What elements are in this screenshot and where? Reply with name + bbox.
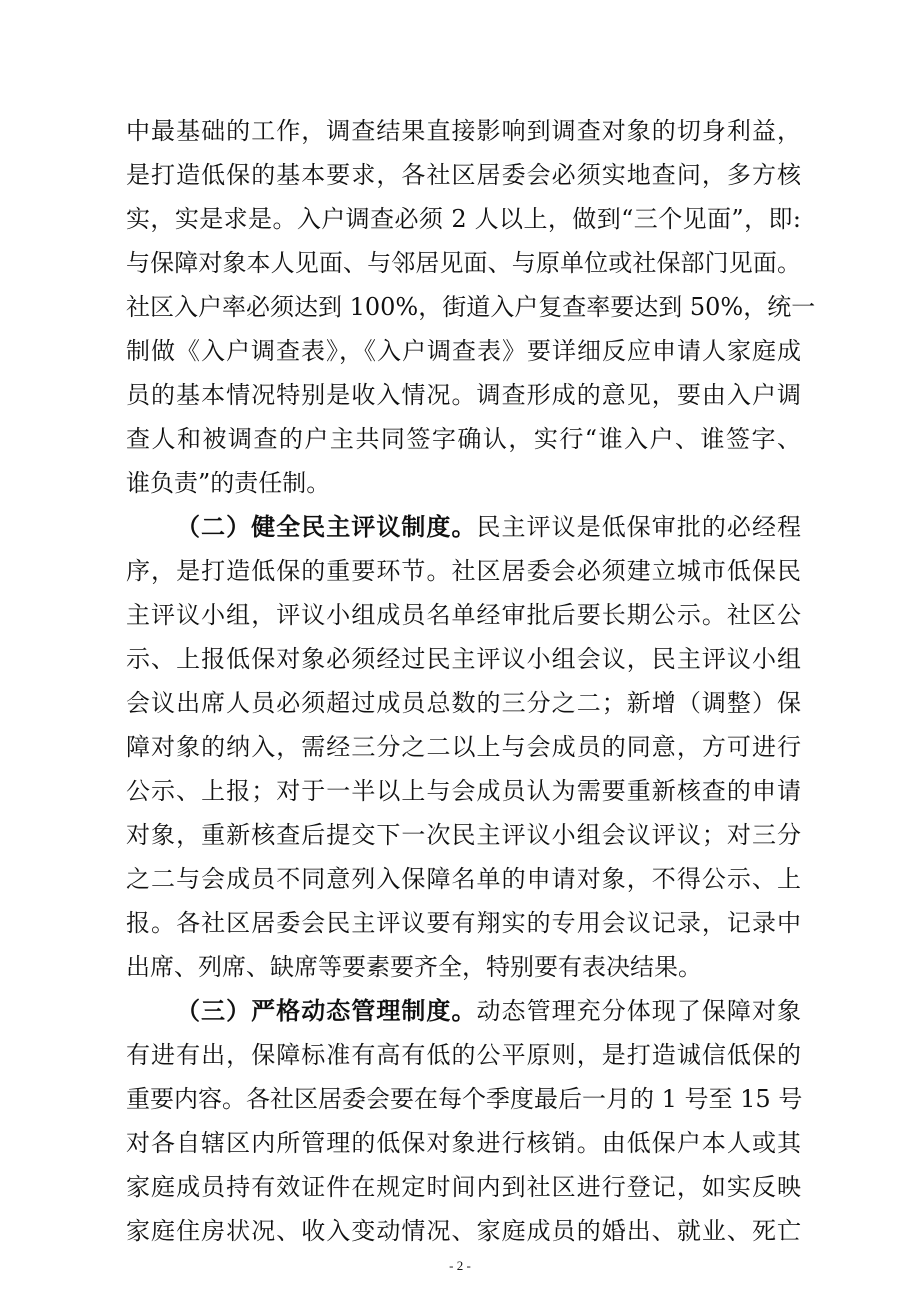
paragraph-line: 公示、上报；对于一半以上与会成员认为需要重新核查的申请 [126, 777, 801, 805]
paragraph-line: 示、上报低保对象必须经过民主评议小组会议，民主评议小组 [126, 645, 801, 673]
paragraph-line: 制做《入户调查表》，《入户调查表》要详细反应申请人家庭成 [126, 337, 801, 365]
paragraph-line: 有进有出，保障标准有高有低的公平原则，是打造诚信低保的 [126, 1041, 801, 1069]
paragraph-line: 对象，重新核查后提交下一次民主评议小组会议评议；对三分 [126, 821, 801, 849]
paragraph-line: 会议出席人员必须超过成员总数的三分之二；新增（调整）保 [126, 689, 801, 717]
section-3-first-line [176, 993, 801, 1029]
paragraph-line: 中最基础的工作，调查结果直接影响到调查对象的切身利益， [126, 117, 801, 145]
paragraph-line: 家庭住房状况、收入变动情况、家庭成员的婚出、就业、死亡 [126, 1217, 801, 1245]
page-number: - 2 - [449, 1258, 471, 1273]
paragraph-line: 序，是打造低保的重要环节。社区居委会必须建立城市低保民 [126, 557, 801, 585]
paragraph-line: 是打造低保的基本要求，各社区居委会必须实地查问，多方核 [126, 161, 801, 189]
paragraph-line: 与保障对象本人见面、与邻居见面、与原单位或社保部门见面。 [126, 249, 801, 277]
paragraph-line: 查人和被调查的户主共同签字确认，实行“谁入户、谁签字、 [126, 425, 801, 453]
paragraph-line: 障对象的纳入，需经三分之二以上与会成员的同意，方可进行 [126, 733, 801, 761]
section-2-heading: （二）健全民主评议制度。 [176, 513, 477, 541]
paragraph-line: 重要内容。各社区居委会要在每个季度最后一月的 1 号至 15 号 [126, 1085, 803, 1113]
paragraph-line: 员的基本情况特别是收入情况。调查形成的意见，要由入户调 [126, 381, 801, 409]
section-2-first-line [176, 509, 801, 545]
paragraph-line: 出席、列席、缺席等要素要齐全，特别要有表决结果。 [126, 953, 702, 981]
paragraph-line: 对各自辖区内所管理的低保对象进行核销。由低保户本人或其 [126, 1129, 801, 1157]
paragraph-line: 谁负责”的责任制。 [126, 469, 331, 497]
paragraph-line: 主评议小组，评议小组成员名单经审批后要长期公示。社区公 [126, 601, 801, 629]
paragraph-line: 实，实是求是。入户调查必须 2 人以上，做到“三个见面”，即: [126, 205, 801, 233]
paragraph-line: 报。各社区居委会民主评议要有翔实的专用会议记录，记录中 [126, 909, 801, 937]
section-3-first-line-text: 动态管理充分体现了保障对象 [476, 997, 801, 1025]
paragraph-line: 之二与会成员不同意列入保障名单的申请对象，不得公示、上 [126, 865, 801, 893]
section-3-heading: （三）严格动态管理制度。 [176, 997, 477, 1025]
section-2-first-line-text: 民主评议是低保审批的必经程 [476, 513, 801, 541]
paragraph-line: 家庭成员持有效证件在规定时间内到社区进行登记，如实反映 [126, 1173, 801, 1201]
paragraph-line: 社区入户率必须达到 100%，街道入户复查率要达到 50%，统一 [126, 293, 816, 321]
